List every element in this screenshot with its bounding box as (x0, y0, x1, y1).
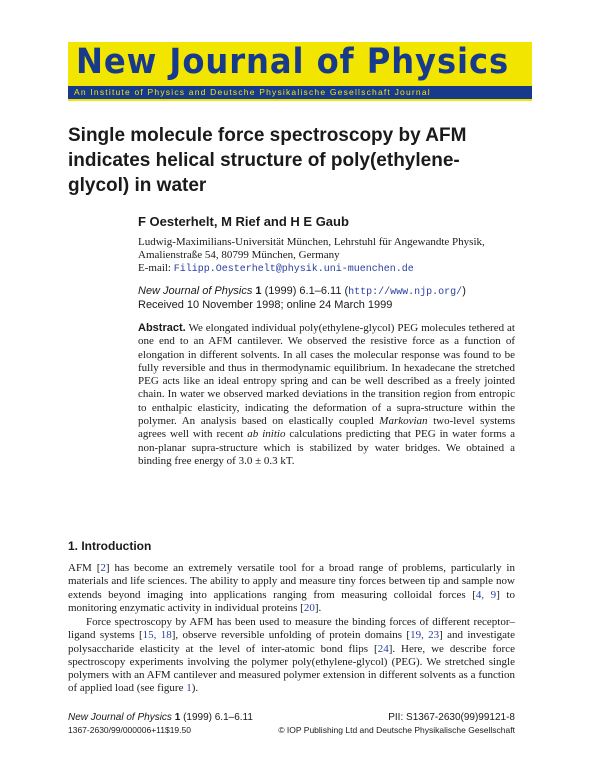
article-authors: F Oesterhelt, M Rief and H E Gaub (138, 214, 349, 229)
reference-link[interactable]: 4, 9 (475, 588, 497, 601)
footer-volume: 1 (174, 712, 181, 723)
affiliation-line-2: Amalienstraße 54, 80799 München, Germany (138, 249, 340, 261)
reference-link[interactable]: 2 (100, 562, 106, 574)
journal-name: New Journal of Physics (76, 42, 510, 82)
abstract-energy: 3.0 ± 0.3 kT. (238, 454, 295, 467)
email-label: E-mail: (138, 262, 171, 274)
footer-citation (68, 712, 253, 723)
abstract-italic-1: Markovian (379, 415, 428, 428)
reference-link[interactable]: 19, 23 (410, 629, 440, 642)
journal-tagline-bar (68, 86, 532, 99)
abstract (138, 322, 515, 468)
email-link[interactable]: Filipp.Oesterhelt@physik.uni-muenchen.de (173, 264, 414, 275)
email-line (138, 262, 414, 275)
citation-pages: (1999) 6.1–6.11 ( (264, 285, 349, 297)
journal-tagline: An Institute of Physics and Deutsche Physikalische Gesellschaft Journal (74, 87, 431, 97)
intro-paragraph-1: AFM [2] has become an extremely versatile tool for a broad range of problems, particularly in materials and life sciences. The ability to apply and measure tiny forces between tip and sample now extends beyond imaging into applications ranging from measuring colloidal forces [4, 9] to monitoring enzymatic activity in individual proteins [20]. (68, 562, 515, 614)
received-date: Received 10 November 1998; online 24 March 1999 (138, 299, 393, 311)
footer-copyright: © IOP Publishing Ltd and Deutsche Physikalische Gesellschaft (278, 725, 515, 735)
reference-link[interactable]: 20 (303, 601, 315, 614)
abstract-label: Abstract. (138, 322, 186, 334)
footer-issn: 1367-2630/99/000006+11$19.50 (68, 725, 191, 735)
footer-pages: (1999) 6.1–6.11 (183, 712, 253, 723)
abstract-italic-2: ab initio (247, 428, 286, 441)
reference-link[interactable]: 24 (377, 642, 389, 655)
citation-close: ) (462, 285, 466, 297)
footer-journal: New Journal of Physics (68, 712, 172, 723)
abstract-text-1: We elongated individual poly(ethylene-glycol) PEG molecules tethered at one end to an AFM cantilever. We observed the resistive force as a function of elongation in different solvents. In all cases the molecular response was found to be fully reversible and thus in thermodynamic equilibrium. In hexadecane the stretched PEG acts like an ideal entropy spring and can be well described as a freely jointed chain. In water we observed marked deviations in the transition region from entropic to enthalpic elasticity, indicating the deformation of a supra-structure within the polymer. An analysis based on elastically coupled (138, 322, 515, 428)
article-title: Single molecule force spectroscopy by AFM indicates helical structure of poly(ethylene-glycol) in water (68, 125, 467, 196)
figure-link[interactable]: 1 (186, 682, 192, 695)
abstract-text-2: two-level systems agrees well with recent (138, 415, 516, 441)
section-heading-introduction: 1. Introduction (68, 539, 152, 553)
footer-pii: PII: S1367-2630(99)99121-8 (388, 712, 515, 723)
citation-volume: 1 (255, 285, 262, 297)
journal-banner (68, 42, 532, 101)
reference-link[interactable]: 15, 18 (142, 629, 172, 642)
journal-url-link[interactable]: http://www.njp.org/ (348, 287, 463, 298)
citation-journal: New Journal of Physics (138, 285, 253, 297)
abstract-text-3: calculations predicting that PEG in water forms a non-planar supra-structure which is stabilized by water bridges. We obtained a binding free energy of (138, 428, 516, 467)
affiliation-line-1: Ludwig-Maximilians-Universität München, Lehrstuhl für Angewandte Physik, (138, 236, 485, 248)
citation-line (138, 285, 466, 298)
intro-paragraph-2: Force spectroscopy by AFM has been used to measure the binding forces of different receptor–ligand systems [15, 18], observe reversible unfolding of protein domains [19, 23] and investigate polysaccharide elasticity at the level of inter-atomic bond flips [24]. Here, we describe force spectroscopy experiments involving the polymer poly(ethylene-glycol) (PEG). We stretched single polymers with an AFM cantilever and measured polymer extension in different solvents as a function of applied load (see figure 1). (68, 616, 515, 695)
